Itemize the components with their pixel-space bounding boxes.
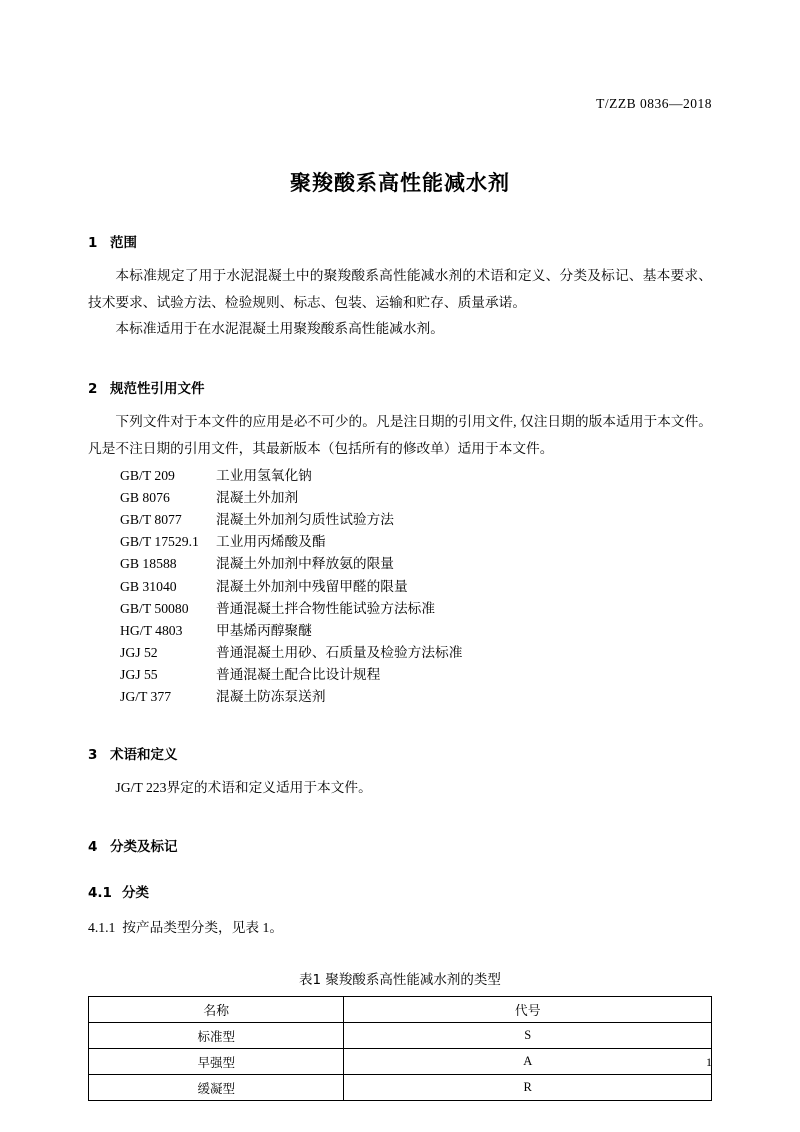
- document-title: 聚羧酸系高性能减水剂: [290, 171, 510, 195]
- heading-clause-1: [88, 231, 712, 251]
- page-number: 1: [706, 1055, 712, 1069]
- clause-1-paragraph-1: 本标准规定了用于水泥混凝土中的聚羧酸系高性能减水剂的术语和定义、分类及标记、基本要求、技术要求、试验方法、检验规则、标志、包装、运输和贮存、质量承诺。: [88, 268, 712, 310]
- list-item: [88, 487, 712, 509]
- list-item: [88, 509, 712, 531]
- heading-clause-4: [88, 835, 712, 855]
- reference-code: GB/T 8077: [120, 511, 182, 527]
- table-header-code: 代号: [344, 997, 712, 1023]
- heading-clause-3: [88, 743, 712, 763]
- reference-code: GB/T 209: [120, 467, 175, 483]
- reference-code: JGJ 55: [120, 667, 158, 683]
- clause-2-label: 规范性引用文件: [110, 381, 205, 398]
- clause-4-1-number: 4.1: [88, 885, 112, 902]
- reference-title: 混凝土外加剂中释放氨的限量: [216, 556, 394, 572]
- reference-title: 混凝土外加剂: [216, 489, 299, 505]
- clause-3-paragraph-1: JG/T 223界定的术语和定义适用于本文件。: [115, 779, 372, 795]
- list-item: [88, 642, 712, 664]
- cell-type-code: R: [344, 1075, 712, 1101]
- reference-code: GB 18588: [120, 556, 177, 572]
- reference-title: 普通混凝土用砂、石质量及检验方法标准: [216, 645, 463, 661]
- table-row: [89, 1023, 712, 1049]
- table-1-product-types: [88, 996, 712, 1101]
- clause-1-label: 范围: [110, 235, 137, 251]
- reference-code: JGJ 52: [120, 645, 158, 661]
- standard-number: T/ZZB 0836—2018: [596, 96, 712, 111]
- heading-clause-2: [88, 377, 712, 397]
- clause-2-number: 2: [88, 381, 98, 398]
- clause-3-number: 3: [88, 746, 98, 763]
- cell-type-name: 缓凝型: [89, 1075, 344, 1101]
- reference-code: GB/T 17529.1: [120, 534, 199, 550]
- list-item: [88, 531, 712, 553]
- page-header: [88, 0, 712, 112]
- cell-type-name: 标准型: [89, 1023, 344, 1049]
- list-item: [88, 553, 712, 575]
- cell-type-code: S: [344, 1023, 712, 1049]
- list-item: [88, 598, 712, 620]
- clause-4-1-label: 分类: [122, 885, 149, 902]
- reference-code: GB 8076: [120, 489, 170, 505]
- clause-2-paragraph-1: 下列文件对于本文件的应用是必不可少的。凡是注日期的引用文件, 仅注日期的版本适用于本文件。凡是不注日期的引用文件，其最新版本（包括所有的修改单）适用于本文件。: [88, 414, 712, 456]
- list-item: [88, 576, 712, 598]
- clause-4-1-1-text: [88, 915, 712, 942]
- clause-3-label: 术语和定义: [110, 746, 178, 763]
- reference-title: 普通混凝土配合比设计规程: [216, 667, 381, 683]
- reference-code: GB 31040: [120, 578, 177, 594]
- normative-references-list: [88, 465, 712, 709]
- reference-title: 普通混凝土拌合物性能试验方法标准: [216, 600, 436, 616]
- list-item: [88, 686, 712, 708]
- cell-type-name: 早强型: [89, 1049, 344, 1075]
- reference-title: 混凝土外加剂匀质性试验方法: [216, 511, 394, 527]
- reference-title: 工业用氢氧化钠: [216, 467, 312, 483]
- clause-1-number: 1: [88, 235, 98, 251]
- reference-code: HG/T 4803: [120, 622, 183, 638]
- list-item: [88, 620, 712, 642]
- list-item: [88, 465, 712, 487]
- list-item: [88, 664, 712, 686]
- clause-4-1-1-number: 4.1.1: [88, 920, 116, 936]
- table-row: [89, 1049, 712, 1075]
- clause-4-number: 4: [88, 839, 98, 856]
- table-row: [89, 1075, 712, 1101]
- reference-title: 混凝土防冻泵送剂: [216, 689, 326, 705]
- table-header-name: 名称: [89, 997, 344, 1023]
- reference-title: 工业用丙烯酸及酯: [216, 534, 326, 550]
- table-header-row: [89, 997, 712, 1023]
- heading-clause-4-1: [88, 881, 712, 901]
- clause-4-label: 分类及标记: [110, 839, 178, 856]
- clause-1-paragraph-2: 本标准适用于在水泥混凝土用聚羧酸系高性能减水剂。: [115, 321, 444, 337]
- reference-code: JG/T 377: [120, 689, 172, 705]
- reference-title: 混凝土外加剂中残留甲醛的限量: [216, 578, 408, 594]
- reference-title: 甲基烯丙醇聚醚: [216, 622, 312, 638]
- reference-code: GB/T 50080: [120, 600, 189, 616]
- table-1-caption: 表1 聚羧酸系高性能减水剂的类型: [299, 972, 501, 989]
- cell-type-code: A: [344, 1049, 712, 1075]
- clause-4-1-1-body: 按产品类型分类，见表 1。: [122, 920, 284, 936]
